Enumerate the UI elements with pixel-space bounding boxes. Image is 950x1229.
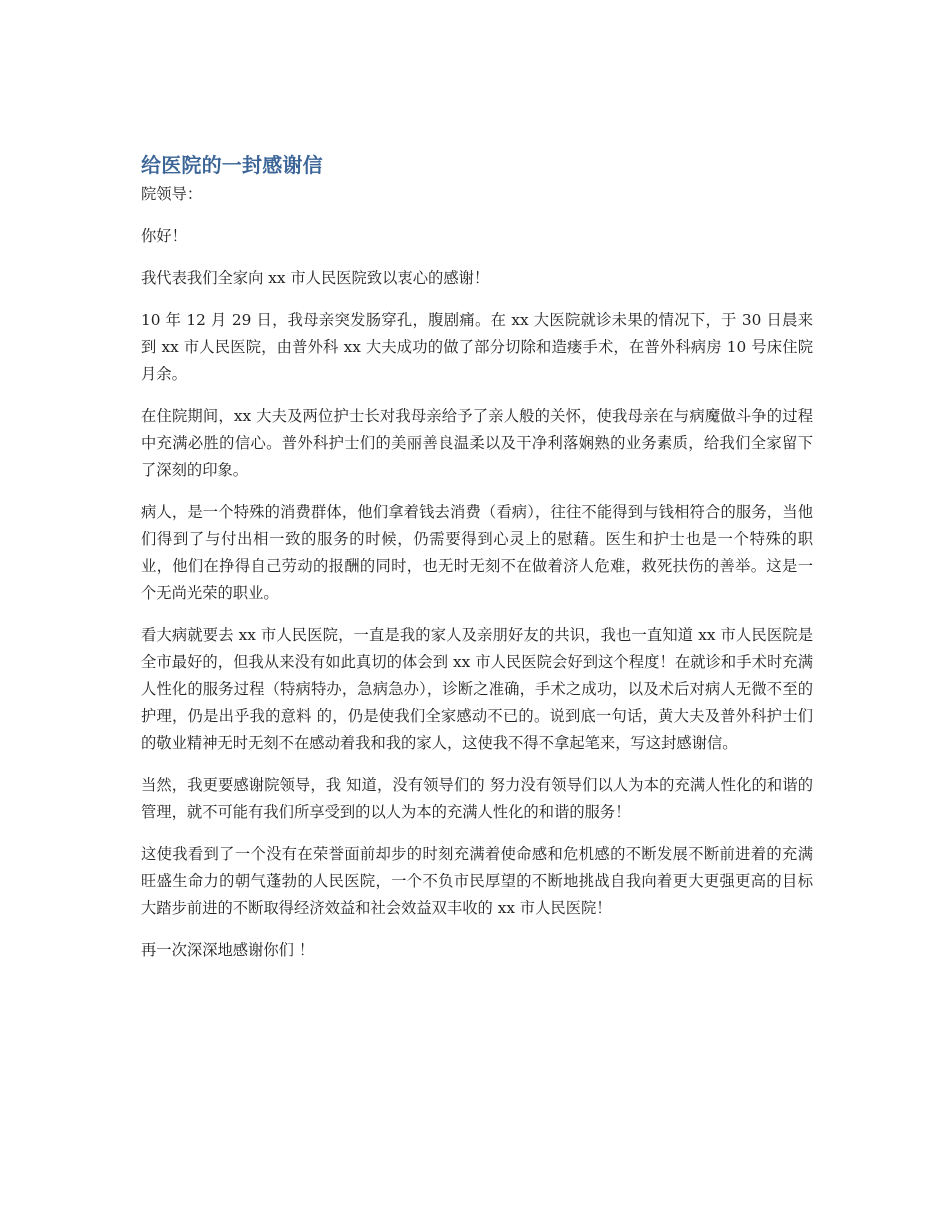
letter-body bbox=[141, 150, 813, 964]
letter-title: 给医院的一封感谢信 bbox=[141, 153, 323, 177]
paragraph-illness: 10 年 12 月 29 日，我母亲突发肠穿孔，腹剧痛。在 xx 大医院就诊未果的情况下，于 30 日晨来到 xx 市人民医院，由普外科 xx 大夫成功的做了部分切除和造瘘手术，在普外科病房 10 号床住院月余。 bbox=[141, 311, 813, 383]
paragraph-vision: 这使我看到了一个没有在荣誉面前却步的时刻充满着使命感和危机感的不断发展不断前进着的充满旺盛生命力的朝气蓬勃的人民医院，一个不负市民厚望的不断地挑战自我向着更大更强更高的目标大踏步前进的不断取得经济效益和社会效益双丰收的 xx 市人民医院！ bbox=[141, 845, 813, 917]
paragraph-leadership: 当然，我更要感谢院领导，我 知道，没有领导们的 努力没有领导们以人为本的充满人性化的和谐的 管理，就不可能有我们所享受到的以人为本的充满人性化的和谐的服务！ bbox=[141, 776, 813, 821]
paragraph-hospital-stay: 在住院期间，xx 大夫及两位护士长对我母亲给予了亲人般的关怀，使我母亲在与病魔做斗争的过程中充满必胜的信心。普外科护士们的美丽善良温柔以及干净利落娴熟的业务素质，给我们全家留下了深刻的印象。 bbox=[141, 407, 813, 479]
paragraph-patients: 病人，是一个特殊的消费群体，他们拿着钱去消费（看病），往往不能得到与钱相符合的服务，当他们得到了与付出相一致的服务的时候，仍需要得到心灵上的慰藉。医生和护士也是一个特殊的职业，他们在挣得自己劳动的报酬的同时，也无时无刻不在做着济人危难，救死扶伤的善举。这是一个无尚光荣的职业。 bbox=[141, 503, 813, 602]
salutation: 院领导： bbox=[141, 185, 203, 203]
closing-line: 再一次深深地感谢你们 ！ bbox=[141, 941, 315, 959]
paragraph-thanks: 我代表我们全家向 xx 市人民医院致以衷心的感谢！ bbox=[141, 269, 490, 287]
greeting: 你好！ bbox=[141, 227, 187, 245]
paragraph-best-hospital: 看大病就要去 xx 市人民医院，一直是我的家人及亲朋好友的共识，我也一直知道 xx 市人民医院是 全市最好的，但我从来没有如此真切的体会到 xx 市人民医院会好到这个程度！在就诊和手术时充满人性化的服务过程（特病特办，急病急办），诊断之准确，手术之成功，以及术后对病人无微不至的护理，仍是出乎我的意料 的，仍是使我们全家感动不已的。说到底一句话，黄大夫及普外科护士们的敬业精神无时无刻不在感动着我和我的家人，这使我不得不拿起笔来，写这封感谢信。 bbox=[141, 626, 813, 752]
